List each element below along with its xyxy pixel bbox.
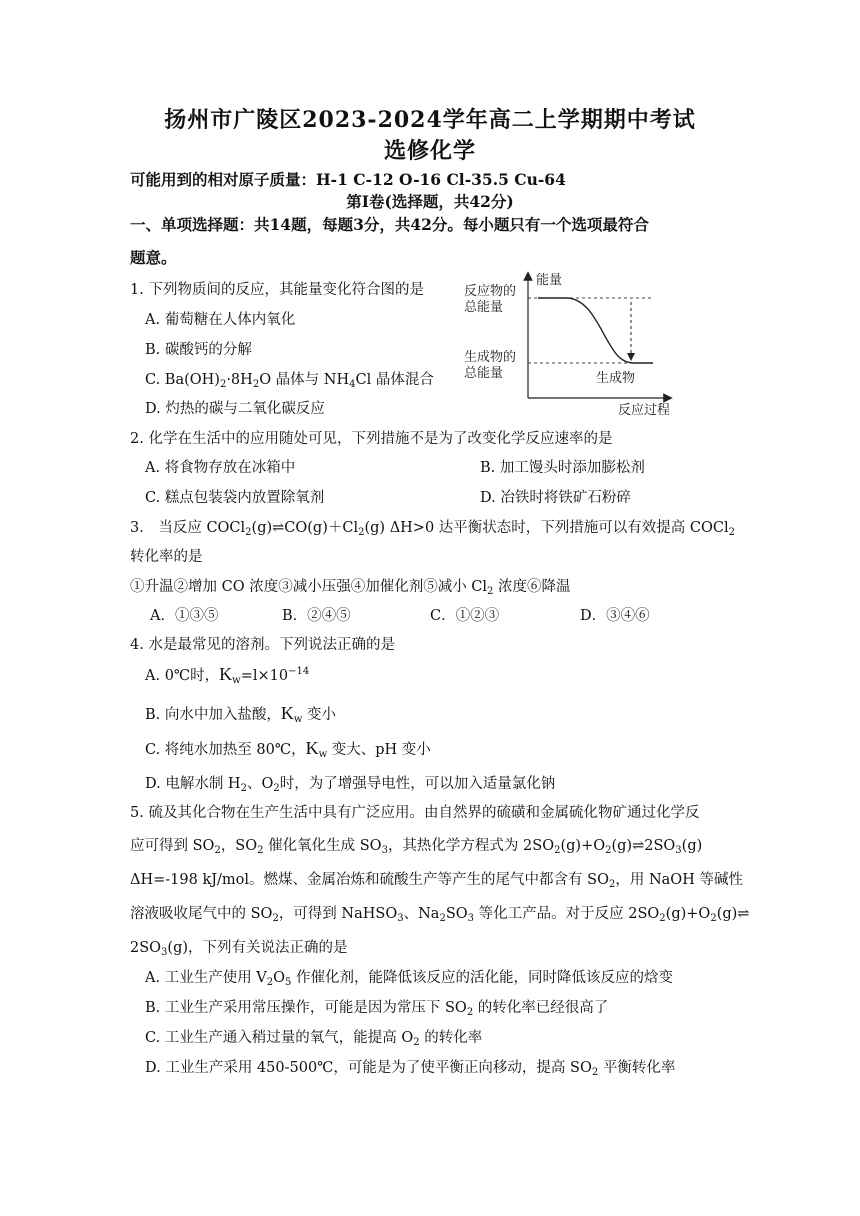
q3-option-b: B．②④⑤ — [282, 608, 351, 624]
q2-option-a: A. 将食物存放在冰箱中 — [145, 460, 296, 476]
q5-option-a: A. 工业生产使用 $V_2O_5$ 作催化剂，能降低该反应的活化能，同时降低该反应的焓变 — [145, 970, 674, 988]
exam-title: 扬州市广陵区2023-2024学年高二上学期期中考试 — [164, 107, 696, 133]
product-caption: 生成物 — [596, 371, 636, 386]
atomic-masses: 可能用到的相对原子质量：H-1 C-12 O-16 Cl-35.5 Cu-64 — [130, 170, 566, 189]
q2-option-b: B. 加工馒头时添加膨松剂 — [480, 460, 645, 476]
exam-subtitle: 选修化学 — [383, 138, 476, 164]
product-label-1: 生成物的 — [464, 350, 517, 365]
q5-stem-line2: 应可得到 $SO_2$，$SO_2$ 催化氧化生成 $SO_3$，其热化学方程式为 $2SO_2(g)+O_2(g)\rightleftharpoons 2SO_3(g)$ — [130, 838, 703, 856]
y-axis-label: 能量 — [536, 273, 563, 288]
q5-option-d: D. 工业生产采用 450-500℃，可能是为了使平衡正向移动，提高 $SO_2$ 平衡转化率 — [145, 1060, 676, 1078]
q1-option-d: D. 灼热的碳与二氧化碳反应 — [145, 401, 325, 417]
reactant-label-1: 反应物的 — [464, 284, 517, 299]
q2-stem: 2. 化学在生活中的应用随处可见，下列措施不是为了改变化学反应速率的是 — [130, 431, 613, 447]
q4-option-b: B. 向水中加入盐酸，$K_w$ 变小 — [145, 703, 337, 725]
q1-option-b: B. 碳酸钙的分解 — [145, 342, 252, 358]
q3-stem-cont: 转化率的是 — [130, 549, 203, 565]
q2-option-c: C. 糕点包装袋内放置除氧剂 — [145, 490, 325, 506]
energy-curve — [538, 298, 653, 363]
q5-stem-line5: $2SO_3(g)$，下列有关说法正确的是 — [130, 940, 348, 958]
q3-option-d: D．③④⑥ — [580, 608, 650, 624]
q3-measures: ①升温②增加 CO 浓度③减小压强④加催化剂⑤减小 $Cl_2$ 浓度⑥降温 — [130, 579, 571, 597]
q4-option-a: A. 0℃时，$K_w=l\times 10^{-14}$ — [145, 664, 310, 686]
x-axis-label: 反应过程 — [618, 403, 671, 418]
q5-stem-line3: ΔH=-198 kJ/mol。燃煤、金属冶炼和硫酸生产等产生的尾气中都含有 $SO_2$，用 NaOH 等碱性 — [130, 872, 743, 890]
q4-option-d: D. 电解水制 $H_2$、$O_2$时，为了增强导电性，可以加入适量氯化钠 — [145, 776, 556, 794]
q2-option-d: D. 冶铁时将铁矿石粉碎 — [480, 490, 631, 506]
product-label-2: 总能量 — [464, 366, 504, 381]
q5-stem-line1: 5. 硫及其化合物在生产生活中具有广泛应用。由自然界的硫磺和金属硫化物矿通过化学反 — [130, 805, 700, 821]
q4-option-c: C. 将纯水加热至 80℃，$K_w$ 变大、pH 变小 — [145, 738, 431, 760]
q1-option-c: C. $Ba(OH)_2\cdot 8H_2O$ 晶体与 $NH_4Cl$ 晶体混合 — [145, 372, 434, 390]
q5-stem-line4: 溶液吸收尾气中的 $SO_2$，可得到 NaHSO$_3$、$Na_2SO_3$ 等化工产品。对于反应 $2SO_2(g)+O_2(g)\rightleftharpoons$ — [130, 906, 750, 924]
q4-stem: 4. 水是最常见的溶剂。下列说法正确的是 — [130, 637, 395, 653]
q3-stem: 3． 当反应 $COCl_2(g)\rightleftharpoons CO(g)+Cl_2(g)$ ΔH>0 达平衡状态时，下列措施可以有效提高 COCl$_2$ — [130, 520, 735, 538]
energy-diagram — [458, 270, 678, 420]
section-label: 第Ⅰ卷(选择题，共42分) — [346, 192, 514, 211]
q3-option-a: A．①③⑤ — [150, 608, 219, 624]
part-heading-cont: 题意。 — [130, 248, 177, 267]
q1-stem: 1. 下列物质间的反应，其能量变化符合图的是 — [130, 282, 424, 298]
q5-option-c: C. 工业生产通入稍过量的氧气，能提高 $O_2$ 的转化率 — [145, 1030, 483, 1048]
q1-option-a: A. 葡萄糖在人体内氧化 — [145, 312, 296, 328]
q5-option-b: B. 工业生产采用常压操作，可能是因为常压下 $SO_2$ 的转化率已经很高了 — [145, 1000, 609, 1018]
q3-option-c: C．①②③ — [430, 608, 500, 624]
reactant-label-2: 总能量 — [464, 300, 504, 315]
part-heading: 一、单项选择题：共14题，每题3分，共42分。每小题只有一个选项最符合 — [130, 215, 649, 234]
